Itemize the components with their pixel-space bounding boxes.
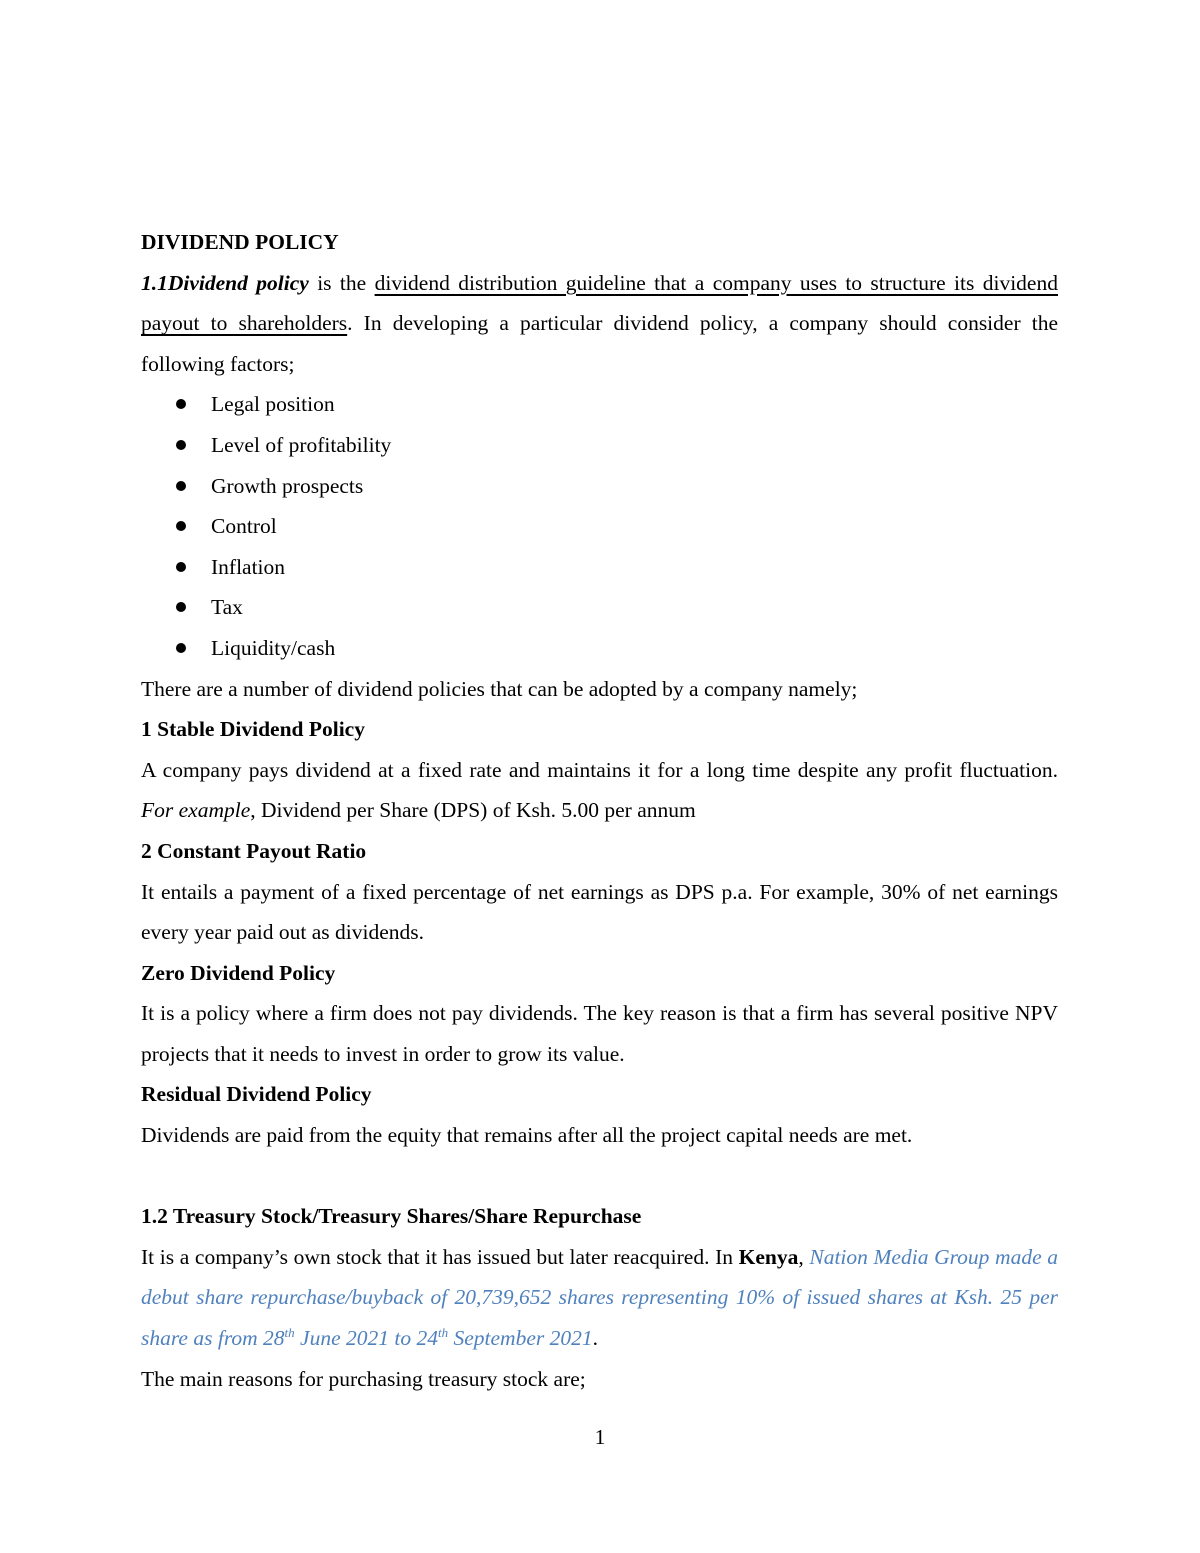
factor-label: Level of profitability	[211, 432, 392, 457]
bullet-icon	[176, 602, 186, 612]
treasury-example-part3: September 2021	[448, 1326, 593, 1351]
list-item	[141, 506, 1058, 547]
constant-heading: 2 Constant Payout Ratio	[141, 838, 367, 863]
residual-heading: Residual Dividend Policy	[141, 1082, 372, 1107]
intro-rest: . In developing a particular dividend policy, a company should consider the following factors;	[141, 311, 1058, 376]
treasury-heading: 1.2 Treasury Stock/Treasury Shares/Share Repurchase	[141, 1204, 642, 1229]
treasury-example-sup2: th	[437, 1325, 449, 1341]
list-item	[141, 425, 1058, 466]
treasury-text: It is a company’s own stock that it has issued but later reacquired. In	[141, 1244, 739, 1269]
page-number: 1	[594, 1425, 606, 1449]
document-page	[141, 222, 1058, 1399]
stable-example-label: For example	[141, 798, 251, 823]
stable-paragraph	[141, 750, 1058, 831]
bullet-icon	[176, 399, 186, 409]
section-spacer	[141, 1156, 1058, 1197]
residual-paragraph: Dividends are paid from the equity that remains after all the project capital needs are met.	[141, 1123, 913, 1148]
treasury-example-sup1: th	[284, 1325, 295, 1341]
factor-label: Growth prospects	[211, 473, 364, 498]
policies-intro: There are a number of dividend policies that can be adopted by a company namely;	[141, 676, 858, 701]
treasury-example-part2: June 2021 to 24	[294, 1326, 438, 1351]
intro-is: is the	[308, 270, 375, 295]
treasury-country: Kenya	[738, 1244, 799, 1269]
constant-paragraph: It entails a payment of a fixed percentage of net earnings as DPS p.a. For example, 30% of net earnings every year paid out as dividends.	[141, 879, 1058, 945]
bullet-icon	[176, 643, 186, 653]
bullet-icon	[176, 562, 186, 572]
treasury-paragraph	[141, 1237, 1058, 1359]
zero-paragraph: It is a policy where a firm does not pay dividends. The key reason is that a firm has several positive NPV projects that it needs to invest in order to grow its value.	[141, 1001, 1058, 1066]
list-item	[141, 628, 1058, 669]
factor-label: Liquidity/cash	[211, 635, 336, 660]
list-item	[141, 384, 1058, 425]
list-item	[141, 466, 1058, 507]
treasury-comma: ,	[798, 1244, 810, 1269]
factor-label: Legal position	[211, 392, 335, 417]
treasury-example-part1: Nation Media Group made a debut share repurchase/buyback of 20,739,652 shares representing 10% of issued shares at Ksh. 25 per share as from 28	[141, 1244, 1058, 1351]
bullet-icon	[176, 481, 186, 491]
treasury-reasons-intro: The main reasons for purchasing treasury stock are;	[141, 1366, 586, 1391]
stable-heading: 1 Stable Dividend Policy	[141, 717, 365, 742]
factor-label: Control	[211, 514, 277, 539]
factor-label: Tax	[211, 595, 243, 620]
intro-paragraph	[141, 263, 1058, 385]
document-title: DIVIDEND POLICY	[141, 230, 339, 254]
list-item	[141, 587, 1058, 628]
treasury-period: .	[592, 1326, 598, 1351]
factors-list	[141, 384, 1058, 668]
intro-definition: dividend distribution guideline that a company uses to structure its dividend payout to shareholders	[141, 270, 1058, 336]
zero-heading: Zero Dividend Policy	[141, 960, 336, 985]
stable-text: A company pays dividend at a fixed rate and maintains it for a long time despite any profit fluctuation.	[141, 757, 1058, 782]
bullet-icon	[176, 521, 186, 531]
list-item	[141, 547, 1058, 588]
bullet-icon	[176, 440, 186, 450]
intro-label: 1.1Dividend policy	[141, 270, 309, 295]
stable-example-text: , Dividend per Share (DPS) of Ksh. 5.00 per annum	[250, 798, 696, 823]
factor-label: Inflation	[211, 554, 286, 579]
